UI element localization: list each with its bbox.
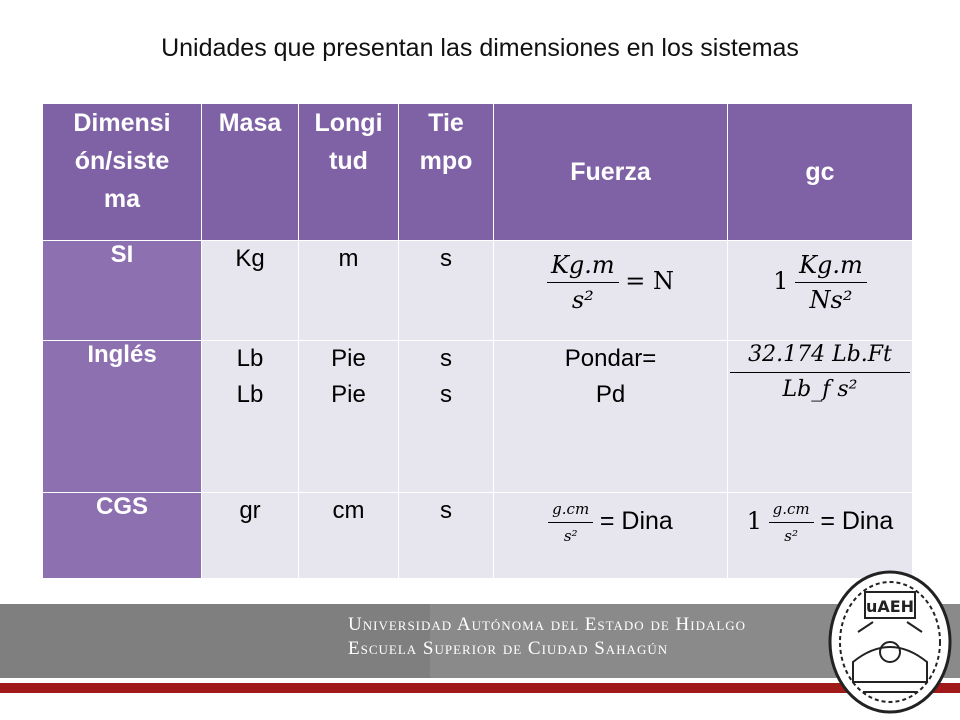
header-tiempo: Tie mpo [399,104,494,241]
table-row [43,341,913,493]
cell-masa: Lb Lb [202,341,299,493]
table-row [43,241,913,341]
header-dimension: Dimensi ón/siste ma [43,104,202,241]
university-seal-icon [823,562,957,716]
cell-tiempo: s [399,493,494,579]
header-fuerza: Fuerza [494,104,728,241]
seal-text: uAEH [865,597,915,616]
fraction: $\frac{g.cm}{\text{s²}}$ [769,499,814,546]
header-row [43,104,913,241]
fraction: $\frac{g.cm}{\text{s²}}$ [548,499,593,546]
footer-red-line [0,683,960,693]
header-gc: gc [728,104,913,241]
school-name: Escuela Superior de Ciudad Sahagún [348,638,669,659]
row-header-ingles: Inglés [43,341,202,493]
cell-fuerza: $\frac{Kg.m}{\text{s²}}$ = N [494,241,728,341]
cell-masa: Kg [202,241,299,341]
cell-longitud: Pie Pie [299,341,399,493]
cell-tiempo: s s [399,341,494,493]
cell-gc [728,341,913,493]
cell-fuerza: Pondar= Pd [494,341,728,493]
university-name: Universidad Autónoma del Estado de Hidalgo [348,614,747,635]
cell-longitud: m [299,241,399,341]
cell-longitud: cm [299,493,399,579]
header-masa: Masa [202,104,299,241]
cell-tiempo: s [399,241,494,341]
row-header-cgs: CGS [43,493,202,579]
cell-fuerza: $\frac{g.cm}{\text{s²}}$ = Dina [494,493,728,579]
cell-masa: gr [202,493,299,579]
fraction: $\frac{Kg.m}{\text{Ns²}}$ [795,251,867,314]
slide-title: Unidades que presentan las dimensiones en los sistemas [161,34,799,62]
header-longitud: Longi tud [299,104,399,241]
cell-gc: 1 $\frac{Kg.m}{\text{Ns²}}$ [728,241,913,341]
fraction: $\frac{Kg.m}{\text{s²}}$ [547,251,619,314]
cell-gc: 1 $\frac{g.cm}{\text{s²}}$ = Dina [728,493,913,579]
fraction: $\frac{32.174 Lb.Ft}{\text{Lb\_f s²}}$ [730,341,910,404]
units-table [42,103,913,579]
row-header-si: SI [43,241,202,341]
table-row [43,493,913,579]
